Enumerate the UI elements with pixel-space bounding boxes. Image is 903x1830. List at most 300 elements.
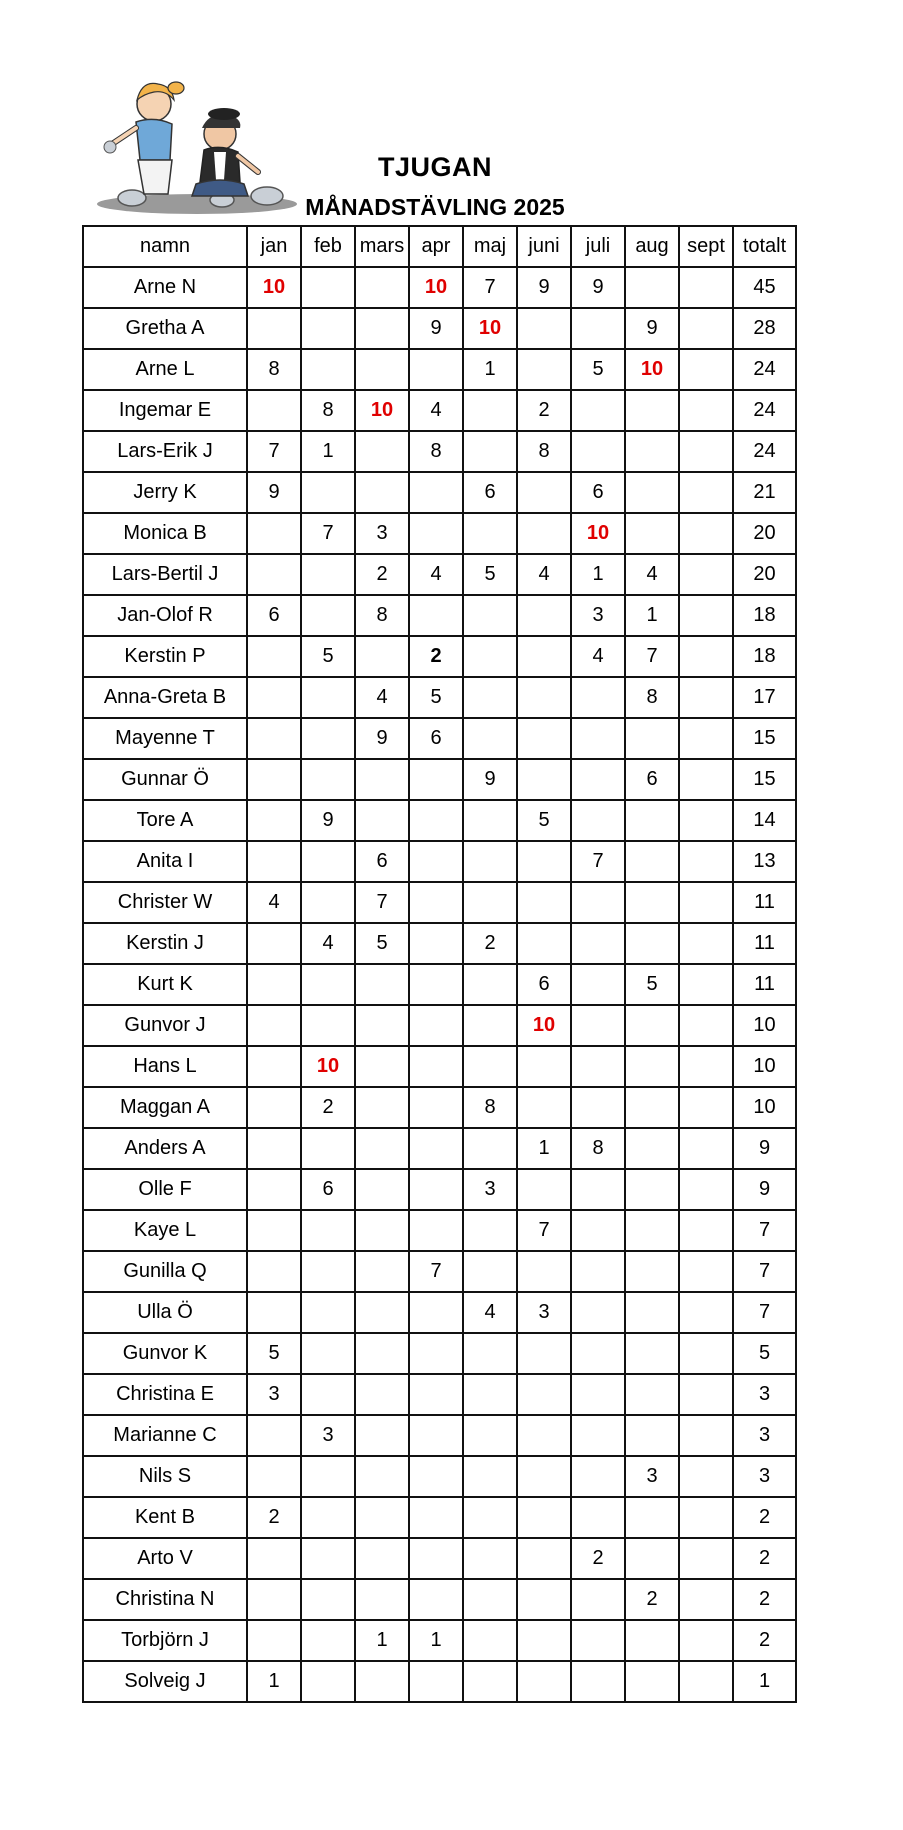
score-cell-apr	[409, 964, 463, 1005]
score-cell-apr: 8	[409, 431, 463, 472]
score-cell-mars	[355, 1005, 409, 1046]
score-cell-sept	[679, 1456, 733, 1497]
score-cell-maj	[463, 1456, 517, 1497]
score-cell-jan	[247, 964, 301, 1005]
score-cell-mars	[355, 1497, 409, 1538]
score-cell-feb	[301, 1128, 355, 1169]
score-cell-jan: 2	[247, 1497, 301, 1538]
score-cell-feb	[301, 1210, 355, 1251]
player-name: Gretha A	[83, 308, 247, 349]
score-cell-maj	[463, 1128, 517, 1169]
score-cell-juli	[571, 677, 625, 718]
score-cell-aug	[625, 1210, 679, 1251]
table-row	[83, 595, 796, 636]
score-cell-aug	[625, 1169, 679, 1210]
score-cell-sept	[679, 677, 733, 718]
total-cell: 11	[733, 923, 796, 964]
score-cell-jan	[247, 1579, 301, 1620]
score-cell-apr	[409, 595, 463, 636]
score-cell-apr	[409, 841, 463, 882]
player-name: Lars-Bertil J	[83, 554, 247, 595]
column-header-mars: mars	[355, 226, 409, 267]
score-cell-jan	[247, 923, 301, 964]
score-cell-feb: 6	[301, 1169, 355, 1210]
score-cell-juni	[517, 1046, 571, 1087]
score-cell-jan	[247, 1456, 301, 1497]
score-cell-apr	[409, 1128, 463, 1169]
score-cell-aug: 6	[625, 759, 679, 800]
score-cell-apr	[409, 1005, 463, 1046]
score-cell-apr	[409, 1046, 463, 1087]
score-cell-apr	[409, 1579, 463, 1620]
score-cell-feb	[301, 1292, 355, 1333]
score-cell-jan	[247, 636, 301, 677]
score-cell-juli	[571, 1661, 625, 1702]
score-cell-mars: 2	[355, 554, 409, 595]
score-cell-jan	[247, 1046, 301, 1087]
score-cell-aug	[625, 1538, 679, 1579]
score-cell-feb: 4	[301, 923, 355, 964]
score-cell-mars	[355, 1210, 409, 1251]
score-cell-juni: 1	[517, 1128, 571, 1169]
score-cell-aug: 4	[625, 554, 679, 595]
score-cell-juni	[517, 759, 571, 800]
score-cell-feb	[301, 308, 355, 349]
score-cell-sept	[679, 759, 733, 800]
score-cell-juli: 10	[571, 513, 625, 554]
score-cell-juli	[571, 923, 625, 964]
score-cell-juni: 2	[517, 390, 571, 431]
score-cell-feb	[301, 1620, 355, 1661]
column-header-namn: namn	[83, 226, 247, 267]
total-cell: 7	[733, 1251, 796, 1292]
score-cell-aug	[625, 1374, 679, 1415]
player-name: Anna-Greta B	[83, 677, 247, 718]
score-cell-juni	[517, 1661, 571, 1702]
score-cell-jan: 4	[247, 882, 301, 923]
player-name: Christer W	[83, 882, 247, 923]
score-cell-aug: 7	[625, 636, 679, 677]
score-cell-maj: 10	[463, 308, 517, 349]
score-cell-sept	[679, 1579, 733, 1620]
total-cell: 3	[733, 1374, 796, 1415]
score-cell-aug	[625, 718, 679, 759]
score-cell-apr: 4	[409, 554, 463, 595]
total-cell: 7	[733, 1292, 796, 1333]
page-subtitle: MÅNADSTÄVLING 2025	[305, 194, 565, 220]
table-row	[83, 800, 796, 841]
score-cell-maj: 4	[463, 1292, 517, 1333]
player-name: Kent B	[83, 1497, 247, 1538]
score-cell-jan: 3	[247, 1374, 301, 1415]
score-cell-jan	[247, 390, 301, 431]
score-cell-jan	[247, 718, 301, 759]
score-cell-juni	[517, 1169, 571, 1210]
column-header-juni: juni	[517, 226, 571, 267]
score-cell-juli: 6	[571, 472, 625, 513]
score-cell-aug	[625, 267, 679, 308]
score-cell-feb	[301, 677, 355, 718]
score-cell-sept	[679, 349, 733, 390]
score-cell-juli	[571, 1456, 625, 1497]
score-cell-juli: 4	[571, 636, 625, 677]
score-cell-sept	[679, 1046, 733, 1087]
score-cell-sept	[679, 513, 733, 554]
score-cell-aug	[625, 1415, 679, 1456]
column-header-aug: aug	[625, 226, 679, 267]
score-cell-juni	[517, 1251, 571, 1292]
column-header-juli: juli	[571, 226, 625, 267]
score-cell-juni: 9	[517, 267, 571, 308]
score-cell-jan	[247, 308, 301, 349]
player-name: Nils S	[83, 1456, 247, 1497]
score-cell-juli	[571, 1620, 625, 1661]
player-name: Jan-Olof R	[83, 595, 247, 636]
score-cell-mars	[355, 1333, 409, 1374]
score-cell-jan: 8	[247, 349, 301, 390]
score-cell-aug	[625, 1046, 679, 1087]
score-cell-mars	[355, 1292, 409, 1333]
score-cell-feb	[301, 1661, 355, 1702]
score-cell-juni	[517, 1579, 571, 1620]
score-cell-feb	[301, 1374, 355, 1415]
score-cell-juli	[571, 718, 625, 759]
score-cell-feb: 9	[301, 800, 355, 841]
total-cell: 9	[733, 1128, 796, 1169]
total-cell: 20	[733, 513, 796, 554]
score-cell-juni	[517, 472, 571, 513]
score-cell-juli: 8	[571, 1128, 625, 1169]
score-cell-feb	[301, 595, 355, 636]
score-cell-apr	[409, 1661, 463, 1702]
score-cell-apr	[409, 1087, 463, 1128]
score-cell-juli	[571, 759, 625, 800]
score-cell-mars	[355, 1251, 409, 1292]
score-cell-juni	[517, 513, 571, 554]
player-name: Hans L	[83, 1046, 247, 1087]
score-cell-apr	[409, 1292, 463, 1333]
score-cell-apr: 5	[409, 677, 463, 718]
score-cell-aug	[625, 1128, 679, 1169]
column-header-maj: maj	[463, 226, 517, 267]
player-name: Marianne C	[83, 1415, 247, 1456]
score-cell-feb	[301, 1538, 355, 1579]
score-cell-juni	[517, 636, 571, 677]
score-cell-apr: 2	[409, 636, 463, 677]
total-cell: 24	[733, 431, 796, 472]
total-cell: 18	[733, 636, 796, 677]
score-cell-juli: 2	[571, 1538, 625, 1579]
player-name: Christina N	[83, 1579, 247, 1620]
total-cell: 24	[733, 349, 796, 390]
score-cell-juni	[517, 1497, 571, 1538]
score-cell-juni: 10	[517, 1005, 571, 1046]
score-cell-aug	[625, 1087, 679, 1128]
score-cell-aug	[625, 472, 679, 513]
score-cell-mars	[355, 964, 409, 1005]
score-cell-maj	[463, 390, 517, 431]
total-cell: 3	[733, 1456, 796, 1497]
score-cell-sept	[679, 1497, 733, 1538]
score-cell-sept	[679, 964, 733, 1005]
score-cell-feb	[301, 1005, 355, 1046]
score-cell-apr	[409, 1169, 463, 1210]
score-cell-maj	[463, 1579, 517, 1620]
player-name: Kerstin P	[83, 636, 247, 677]
score-cell-sept	[679, 800, 733, 841]
score-cell-aug	[625, 1292, 679, 1333]
score-cell-maj: 8	[463, 1087, 517, 1128]
score-cell-mars	[355, 431, 409, 472]
score-cell-juli	[571, 964, 625, 1005]
score-cell-mars	[355, 1374, 409, 1415]
score-cell-maj	[463, 595, 517, 636]
score-cell-juli	[571, 1415, 625, 1456]
score-cell-aug	[625, 390, 679, 431]
score-cell-mars	[355, 1128, 409, 1169]
total-cell: 2	[733, 1579, 796, 1620]
score-cell-juli	[571, 882, 625, 923]
column-header-apr: apr	[409, 226, 463, 267]
score-cell-juli	[571, 1210, 625, 1251]
score-cell-aug: 8	[625, 677, 679, 718]
score-cell-mars: 6	[355, 841, 409, 882]
score-cell-sept	[679, 1169, 733, 1210]
score-cell-maj: 9	[463, 759, 517, 800]
player-name: Monica B	[83, 513, 247, 554]
score-cell-mars: 4	[355, 677, 409, 718]
table-row	[83, 1333, 796, 1374]
score-cell-mars: 5	[355, 923, 409, 964]
score-cell-apr	[409, 800, 463, 841]
score-cell-juni	[517, 841, 571, 882]
score-cell-feb	[301, 349, 355, 390]
score-cell-jan: 7	[247, 431, 301, 472]
score-cell-sept	[679, 1620, 733, 1661]
score-cell-apr	[409, 1333, 463, 1374]
score-cell-apr: 4	[409, 390, 463, 431]
score-cell-mars	[355, 1087, 409, 1128]
total-cell: 15	[733, 718, 796, 759]
score-cell-apr	[409, 1415, 463, 1456]
score-cell-sept	[679, 1251, 733, 1292]
score-cell-aug	[625, 1497, 679, 1538]
score-cell-jan	[247, 1210, 301, 1251]
player-name: Arne L	[83, 349, 247, 390]
score-cell-maj	[463, 1210, 517, 1251]
score-cell-apr	[409, 349, 463, 390]
score-cell-sept	[679, 882, 733, 923]
score-cell-maj	[463, 1005, 517, 1046]
score-cell-aug	[625, 882, 679, 923]
score-cell-apr	[409, 759, 463, 800]
score-cell-feb	[301, 841, 355, 882]
total-cell: 45	[733, 267, 796, 308]
total-cell: 18	[733, 595, 796, 636]
table-row	[83, 513, 796, 554]
score-cell-jan	[247, 1005, 301, 1046]
score-cell-apr: 7	[409, 1251, 463, 1292]
score-cell-aug: 10	[625, 349, 679, 390]
score-cell-apr	[409, 1538, 463, 1579]
score-cell-sept	[679, 595, 733, 636]
table-row	[83, 1415, 796, 1456]
score-cell-maj	[463, 677, 517, 718]
player-name: Ulla Ö	[83, 1292, 247, 1333]
total-cell: 10	[733, 1087, 796, 1128]
score-cell-mars: 10	[355, 390, 409, 431]
score-cell-maj	[463, 1046, 517, 1087]
score-cell-feb	[301, 759, 355, 800]
player-name: Kerstin J	[83, 923, 247, 964]
score-cell-feb	[301, 1497, 355, 1538]
total-cell: 14	[733, 800, 796, 841]
table-row	[83, 349, 796, 390]
player-name: Arto V	[83, 1538, 247, 1579]
score-cell-maj	[463, 1415, 517, 1456]
score-cell-feb	[301, 1251, 355, 1292]
score-cell-juni	[517, 718, 571, 759]
score-cell-sept	[679, 841, 733, 882]
score-cell-jan	[247, 1415, 301, 1456]
score-cell-juni: 8	[517, 431, 571, 472]
score-cell-juli	[571, 1497, 625, 1538]
score-cell-feb	[301, 267, 355, 308]
table-row	[83, 718, 796, 759]
score-cell-juli	[571, 1087, 625, 1128]
score-cell-maj	[463, 1538, 517, 1579]
score-cell-juni	[517, 1538, 571, 1579]
score-cell-sept	[679, 1005, 733, 1046]
total-cell: 13	[733, 841, 796, 882]
column-header-totalt: totalt	[733, 226, 796, 267]
player-name: Maggan A	[83, 1087, 247, 1128]
score-cell-jan: 1	[247, 1661, 301, 1702]
player-name: Solveig J	[83, 1661, 247, 1702]
score-cell-mars: 3	[355, 513, 409, 554]
score-cell-mars	[355, 1538, 409, 1579]
player-name: Kurt K	[83, 964, 247, 1005]
player-name: Tore A	[83, 800, 247, 841]
score-cell-aug: 9	[625, 308, 679, 349]
score-cell-maj: 7	[463, 267, 517, 308]
player-name: Arne N	[83, 267, 247, 308]
score-cell-maj	[463, 431, 517, 472]
score-cell-maj: 6	[463, 472, 517, 513]
score-cell-juli	[571, 1251, 625, 1292]
table-row	[83, 1169, 796, 1210]
table-row	[83, 554, 796, 595]
player-name: Christina E	[83, 1374, 247, 1415]
total-cell: 15	[733, 759, 796, 800]
player-name: Torbjörn J	[83, 1620, 247, 1661]
player-name: Anita I	[83, 841, 247, 882]
score-cell-jan	[247, 513, 301, 554]
table-header-row	[83, 226, 796, 267]
score-cell-feb	[301, 472, 355, 513]
player-name: Anders A	[83, 1128, 247, 1169]
score-cell-juni	[517, 349, 571, 390]
score-cell-sept	[679, 554, 733, 595]
player-name: Ingemar E	[83, 390, 247, 431]
score-cell-jan	[247, 677, 301, 718]
score-cell-maj: 5	[463, 554, 517, 595]
score-cell-mars: 1	[355, 1620, 409, 1661]
score-cell-maj	[463, 1497, 517, 1538]
score-cell-juni	[517, 1087, 571, 1128]
table-row	[83, 1497, 796, 1538]
score-cell-sept	[679, 1333, 733, 1374]
score-cell-apr	[409, 1374, 463, 1415]
score-cell-juli	[571, 800, 625, 841]
score-cell-apr: 6	[409, 718, 463, 759]
score-cell-jan: 6	[247, 595, 301, 636]
score-cell-sept	[679, 923, 733, 964]
score-cell-feb: 3	[301, 1415, 355, 1456]
score-cell-aug	[625, 513, 679, 554]
score-cell-apr: 1	[409, 1620, 463, 1661]
score-cell-maj	[463, 1661, 517, 1702]
table-row	[83, 759, 796, 800]
score-cell-mars	[355, 800, 409, 841]
total-cell: 10	[733, 1046, 796, 1087]
player-name: Mayenne T	[83, 718, 247, 759]
score-cell-juni	[517, 882, 571, 923]
score-cell-juni	[517, 1415, 571, 1456]
score-cell-maj	[463, 1620, 517, 1661]
score-cell-aug	[625, 841, 679, 882]
score-cell-sept	[679, 1087, 733, 1128]
score-cell-apr	[409, 1210, 463, 1251]
player-name: Gunvor K	[83, 1333, 247, 1374]
score-cell-mars: 9	[355, 718, 409, 759]
score-cell-apr	[409, 472, 463, 513]
score-cell-feb: 1	[301, 431, 355, 472]
column-header-feb: feb	[301, 226, 355, 267]
score-cell-apr	[409, 882, 463, 923]
score-cell-aug: 5	[625, 964, 679, 1005]
score-cell-sept	[679, 390, 733, 431]
score-cell-sept	[679, 308, 733, 349]
total-cell: 11	[733, 964, 796, 1005]
total-cell: 28	[733, 308, 796, 349]
player-name: Lars-Erik J	[83, 431, 247, 472]
score-cell-juli	[571, 1292, 625, 1333]
score-cell-feb	[301, 882, 355, 923]
score-cell-jan: 9	[247, 472, 301, 513]
score-cell-sept	[679, 431, 733, 472]
score-cell-apr: 9	[409, 308, 463, 349]
table-row	[83, 1005, 796, 1046]
score-cell-jan	[247, 800, 301, 841]
score-cell-maj	[463, 964, 517, 1005]
score-cell-juni	[517, 1620, 571, 1661]
score-cell-apr	[409, 1456, 463, 1497]
score-cell-aug: 2	[625, 1579, 679, 1620]
score-cell-jan	[247, 1087, 301, 1128]
score-cell-jan	[247, 1292, 301, 1333]
score-cell-jan	[247, 1128, 301, 1169]
score-cell-mars	[355, 472, 409, 513]
score-cell-aug	[625, 1005, 679, 1046]
score-cell-juni: 4	[517, 554, 571, 595]
total-cell: 21	[733, 472, 796, 513]
score-cell-feb: 5	[301, 636, 355, 677]
table-row	[83, 677, 796, 718]
score-cell-jan	[247, 1620, 301, 1661]
player-name: Gunilla Q	[83, 1251, 247, 1292]
table-row	[83, 267, 796, 308]
